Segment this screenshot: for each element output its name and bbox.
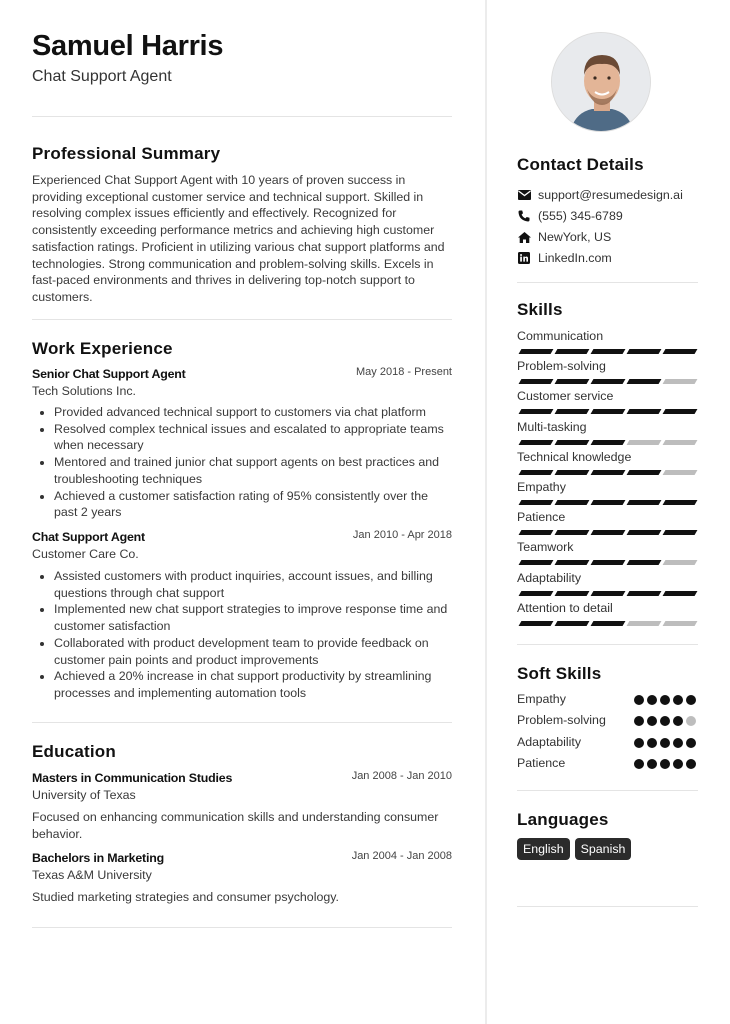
- language-tag: Spanish: [575, 838, 632, 860]
- job-company: Tech Solutions Inc.: [32, 384, 137, 398]
- skill-level-bar: [520, 379, 696, 384]
- soft-skill-row: [517, 735, 698, 751]
- rating-dot-icon: [634, 738, 644, 748]
- skill-level-segment: [591, 560, 626, 565]
- degree-description: Studied marketing strategies and consumer psychology.: [32, 890, 339, 904]
- soft-skill-rating: [634, 716, 696, 726]
- skill-level-segment: [627, 440, 662, 445]
- rating-dot-icon: [660, 738, 670, 748]
- skill-level-segment: [663, 470, 698, 475]
- candidate-name: Samuel Harris: [32, 30, 224, 62]
- skill-level-segment: [519, 349, 554, 354]
- skill-label: Patience: [517, 510, 566, 524]
- job-date: May 2018 - Present: [356, 366, 452, 378]
- contact-location-text: NewYork, US: [538, 230, 612, 244]
- skill-level-segment: [591, 440, 626, 445]
- degree-title: Bachelors in Marketing: [32, 851, 164, 865]
- skill-level-segment: [627, 409, 662, 414]
- skill-level-segment: [555, 591, 590, 596]
- divider: [32, 927, 452, 928]
- skill-level-segment: [591, 591, 626, 596]
- divider: [517, 790, 698, 791]
- skill-level-segment: [555, 530, 590, 535]
- skill-level-segment: [627, 530, 662, 535]
- skill-level-segment: [519, 440, 554, 445]
- rating-dot-icon: [634, 759, 644, 769]
- skill-level-segment: [555, 621, 590, 626]
- rating-dot-icon: [660, 716, 670, 726]
- education-heading: Education: [32, 742, 116, 761]
- skill-level-bar: [520, 621, 696, 626]
- skill-level-segment: [555, 440, 590, 445]
- degree-description: Focused on enhancing communication skills and understanding consumer behavior.: [32, 810, 439, 841]
- contact-email[interactable]: [517, 187, 683, 203]
- job-company: Customer Care Co.: [32, 547, 139, 561]
- divider: [517, 644, 698, 645]
- linkedin-icon: [517, 251, 531, 265]
- column-divider: [485, 0, 487, 1024]
- skill-level-segment: [627, 560, 662, 565]
- skill-level-segment: [519, 500, 554, 505]
- skill-level-segment: [627, 500, 662, 505]
- rating-dot-icon: [634, 695, 644, 705]
- rating-dot-icon: [647, 759, 657, 769]
- skill-level-segment: [663, 560, 698, 565]
- job-title: Senior Chat Support Agent: [32, 367, 186, 381]
- divider: [517, 906, 698, 907]
- skill-level-bar: [520, 349, 696, 354]
- contact-linkedin[interactable]: [517, 250, 612, 266]
- soft-skill-rating: [634, 759, 696, 769]
- divider: [32, 116, 452, 117]
- contact-email-text: support@resumedesign.ai: [538, 188, 683, 202]
- skill-level-segment: [627, 470, 662, 475]
- skill-level-segment: [627, 379, 662, 384]
- skill-level-segment: [663, 591, 698, 596]
- skill-level-segment: [519, 591, 554, 596]
- experience-heading: Work Experience: [32, 339, 173, 358]
- skill-level-segment: [519, 621, 554, 626]
- soft-skill-label: Patience: [517, 756, 566, 770]
- rating-dot-icon: [660, 759, 670, 769]
- skill-level-segment: [591, 470, 626, 475]
- rating-dot-icon: [673, 759, 683, 769]
- contact-linkedin-text: LinkedIn.com: [538, 251, 612, 265]
- soft-skill-row: [517, 692, 698, 708]
- rating-dot-icon: [686, 716, 696, 726]
- skill-level-bar: [520, 530, 696, 535]
- job-bullets: [32, 404, 452, 521]
- rating-dot-icon: [647, 695, 657, 705]
- skill-level-segment: [627, 349, 662, 354]
- languages-heading: Languages: [517, 810, 609, 829]
- contact-phone-text: (555) 345-6789: [538, 209, 623, 223]
- school-name: Texas A&M University: [32, 868, 152, 882]
- job-bullet: Mentored and trained junior chat support agents on best practices and troubleshooting techniques: [32, 454, 452, 487]
- soft-skill-label: Problem-solving: [517, 713, 606, 727]
- skill-level-segment: [555, 500, 590, 505]
- skill-label: Adaptability: [517, 571, 582, 585]
- job-date: Jan 2010 - Apr 2018: [352, 529, 452, 541]
- summary-text: Experienced Chat Support Agent with 10 years of proven success in providing exceptional customer service and technical support. Skilled in resolving complex issues efficiently and effectively. Recognized for consistently exceeding performance metrics and achieving high customer satisfaction ratings. Proficient in utilizing various chat support platforms and technologies. Strong communication and problem-solving skills. Excels in fast-paced environments and thrives in delivering top-notch support to customers.: [32, 173, 445, 304]
- job-bullet: Achieved a customer satisfaction rating of 95% consistently over the past 2 years: [32, 488, 452, 521]
- school-name: University of Texas: [32, 788, 136, 802]
- skill-level-segment: [519, 470, 554, 475]
- rating-dot-icon: [686, 759, 696, 769]
- skill-level-segment: [555, 409, 590, 414]
- skill-level-segment: [663, 379, 698, 384]
- job-bullet: Resolved complex technical issues and escalated to appropriate teams when necessary: [32, 421, 452, 454]
- skill-level-segment: [627, 591, 662, 596]
- skill-level-segment: [591, 621, 626, 626]
- divider: [32, 722, 452, 723]
- phone-icon: [517, 209, 531, 223]
- degree-date: Jan 2004 - Jan 2008: [351, 850, 452, 862]
- skill-level-segment: [663, 530, 698, 535]
- job-title: Chat Support Agent: [32, 530, 145, 544]
- avatar-portrait-icon: [552, 33, 651, 132]
- skill-level-segment: [519, 530, 554, 535]
- degree-date: Jan 2008 - Jan 2010: [351, 770, 452, 782]
- rating-dot-icon: [673, 738, 683, 748]
- skill-level-bar: [520, 470, 696, 475]
- contact-phone[interactable]: [517, 208, 623, 224]
- soft-skills-heading: Soft Skills: [517, 664, 602, 683]
- soft-skill-label: Empathy: [517, 692, 566, 706]
- skill-level-segment: [591, 530, 626, 535]
- skill-label: Multi-tasking: [517, 420, 587, 434]
- job-bullets: [32, 568, 452, 702]
- skills-heading: Skills: [517, 300, 563, 319]
- skill-level-segment: [663, 621, 698, 626]
- job-bullet: Assisted customers with product inquiries, account issues, and billing questions through chat support: [32, 568, 452, 601]
- skill-level-bar: [520, 560, 696, 565]
- skill-level-segment: [663, 409, 698, 414]
- soft-skill-rating: [634, 695, 696, 705]
- skill-level-bar: [520, 500, 696, 505]
- skill-level-segment: [663, 349, 698, 354]
- contact-heading: Contact Details: [517, 155, 644, 174]
- job-bullet: Implemented new chat support strategies to improve response time and customer satisfaction: [32, 601, 452, 634]
- skill-level-segment: [519, 379, 554, 384]
- skill-level-segment: [627, 621, 662, 626]
- rating-dot-icon: [647, 738, 657, 748]
- skill-level-segment: [555, 560, 590, 565]
- skill-level-segment: [591, 500, 626, 505]
- skill-level-segment: [591, 349, 626, 354]
- rating-dot-icon: [647, 716, 657, 726]
- skill-level-bar: [520, 409, 696, 414]
- divider: [517, 282, 698, 283]
- skill-label: Teamwork: [517, 540, 574, 554]
- skill-level-bar: [520, 440, 696, 445]
- summary-heading: Professional Summary: [32, 144, 221, 163]
- language-tag: English: [517, 838, 570, 860]
- skill-level-segment: [555, 379, 590, 384]
- skill-level-segment: [555, 349, 590, 354]
- rating-dot-icon: [673, 716, 683, 726]
- soft-skill-row: [517, 756, 698, 772]
- skill-level-segment: [591, 379, 626, 384]
- divider: [32, 319, 452, 320]
- soft-skill-label: Adaptability: [517, 735, 582, 749]
- profile-photo: [551, 32, 651, 132]
- envelope-icon: [517, 188, 531, 202]
- skill-level-segment: [519, 560, 554, 565]
- skill-level-segment: [519, 409, 554, 414]
- contact-location: [517, 229, 611, 245]
- job-bullet: Collaborated with product development team to provide feedback on customer pain points and product improvements: [32, 635, 452, 668]
- rating-dot-icon: [686, 695, 696, 705]
- skill-level-segment: [663, 500, 698, 505]
- rating-dot-icon: [673, 695, 683, 705]
- soft-skill-row: [517, 713, 698, 729]
- skill-label: Customer service: [517, 389, 614, 403]
- skill-label: Communication: [517, 329, 604, 343]
- job-bullet: Achieved a 20% increase in chat support productivity by streamlining processes and implementing automation tools: [32, 668, 452, 701]
- skill-level-segment: [555, 470, 590, 475]
- candidate-role: Chat Support Agent: [32, 68, 172, 85]
- home-icon: [517, 230, 531, 244]
- rating-dot-icon: [634, 716, 644, 726]
- skill-label: Empathy: [517, 480, 566, 494]
- skill-level-bar: [520, 591, 696, 596]
- language-tags: [517, 838, 631, 860]
- soft-skill-rating: [634, 738, 696, 748]
- skill-level-segment: [663, 440, 698, 445]
- skill-label: Technical knowledge: [517, 450, 632, 464]
- skill-level-segment: [591, 409, 626, 414]
- job-bullet: Provided advanced technical support to customers via chat platform: [32, 404, 452, 421]
- rating-dot-icon: [660, 695, 670, 705]
- skill-label: Problem-solving: [517, 359, 606, 373]
- degree-title: Masters in Communication Studies: [32, 771, 233, 785]
- rating-dot-icon: [686, 738, 696, 748]
- skill-label: Attention to detail: [517, 601, 613, 615]
